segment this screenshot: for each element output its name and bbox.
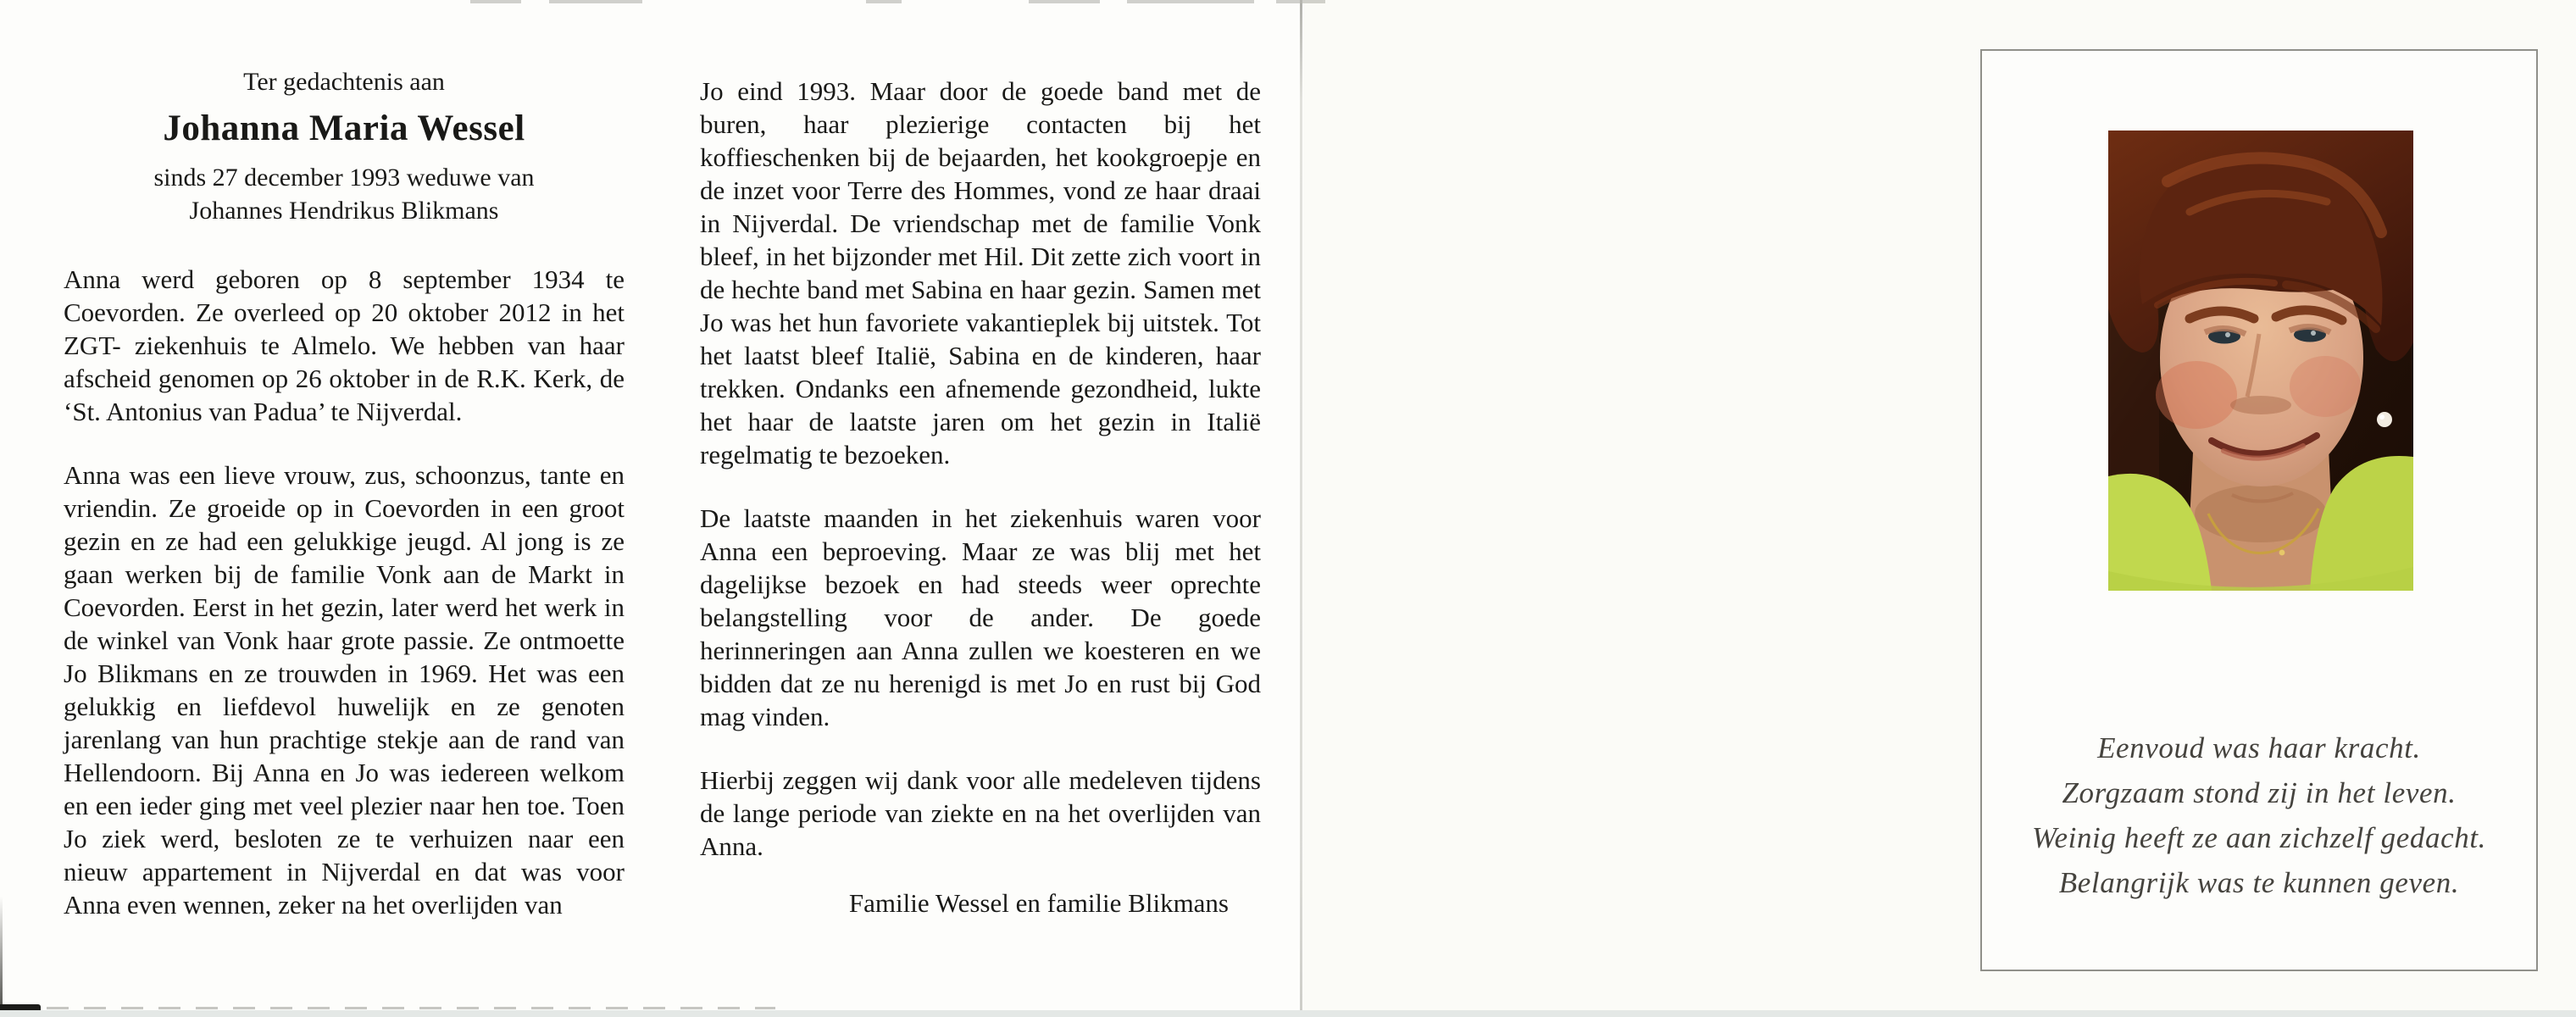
text-column-2: [700, 75, 1261, 920]
dedication-line: Ter gedachtenis aan: [243, 68, 445, 96]
portrait-photo: [2108, 131, 2413, 591]
scan-speck: [1029, 0, 1100, 3]
scan-speck: [866, 0, 902, 3]
right-card-front: [1980, 49, 2538, 971]
deceased-name: Johanna Maria Wessel: [163, 108, 525, 148]
obituary-paragraph-2: Anna was een lieve vrouw, zus, schoonzus, tante en vriendin. Ze groeide op in Coevorden in een groot gezin en ze had een gelukkige jeugd. Al jong is ze gaan werken bij de familie Vonk aan de Markt in Coevorden. Eerst in het gezin, later werd het werk in de winkel van Vonk haar grote passie. Ze ontmoette Jo Blikmans en ze trouwden in 1969. Het was een gelukkig en liefdevol huwelijk en ze genoten jarenlang van hun prachtige stekje aan de rand van Hellendoorn. Bij Anna en Jo was iedereen welkom en een ieder ging met veel plezier naar hen toe. Toen Jo ziek werd, besloten ze te verhuizen naar een nieuw appartement in Nijverdal en dat was voor Anna even wennen, zeker na het overlijden van: [64, 460, 625, 920]
memorial-verse: [1982, 725, 2536, 905]
text-column-1: [64, 66, 625, 921]
widow-line-2: Johannes Hendrikus Blikmans: [189, 197, 499, 225]
scan-speck: [549, 0, 642, 3]
widow-line-1: sinds 27 december 1993 weduwe van: [153, 164, 535, 192]
scan-bottom-dashes: [47, 1007, 775, 1009]
verse-line-3: Weinig heeft ze aan zichzelf gedacht.: [2031, 821, 2487, 854]
verse-line-1: Eenvoud was haar kracht.: [2097, 731, 2421, 764]
verse-line-2: Zorgzaam stond zij in het leven.: [2062, 776, 2457, 809]
obituary-paragraph-1: Anna werd geboren op 8 september 1934 te Coevorden. Ze overleed op 20 oktober 2012 in het ZGT- ziekenhuis te Almelo. We hebben van haar afscheid genomen op 26 oktober in de R.K. Kerk, de ‘St. Antonius van Padua’ te Nijverdal.: [64, 264, 625, 426]
scan-speck: [470, 0, 521, 3]
scanner-bed-strip: [0, 1010, 2576, 1017]
verse-line-4: Belangrijk was te kunnen geven.: [2058, 866, 2460, 899]
obituary-paragraph-3: Jo eind 1993. Maar door de goede band met de buren, haar plezierige contacten bij het koffieschenken bij de bejaarden, het kookgroepje en de inzet voor Terre des Hommes, vond ze haar draai in Nijverdal. De vriendschap met de familie Vonk bleef, in het bijzonder met Hil. Dit zette zich voort in de hechte band met Sabina en haar gezin. Samen met Jo was het hun favoriete vakantieplek bij uitstek. Tot het laatst bleef Italië, Sabina en de kinderen, haar trekken. Ondanks een afnemende gezondheid, lukte het haar de laatste jaren om het gezin in Italië regelmatig te bezoeken.: [700, 76, 1261, 470]
family-signature: Familie Wessel en familie Blikmans: [848, 888, 1229, 918]
obituary-paragraph-4: De laatste maanden in het ziekenhuis waren voor Anna een beproeving. Maar ze was blij met het dagelijkse bezoek en had steeds weer oprechte belangstelling voor de ander. De goede herinneringen aan Anna zullen we koesteren en we bidden dat ze nu herenigd is met Jo en rust bij God mag vinden.: [700, 503, 1261, 731]
scan-speck: [1127, 0, 1254, 3]
scan-left-edge-line: [0, 897, 3, 1014]
scan-speck: [1276, 0, 1325, 3]
page-edge-shadow: [1300, 0, 1302, 1014]
thanks-paragraph: Hierbij zeggen wij dank voor alle medeleven tijdens de lange periode van ziekte en na het overlijden van Anna.: [700, 765, 1261, 861]
card-header: [64, 66, 625, 227]
